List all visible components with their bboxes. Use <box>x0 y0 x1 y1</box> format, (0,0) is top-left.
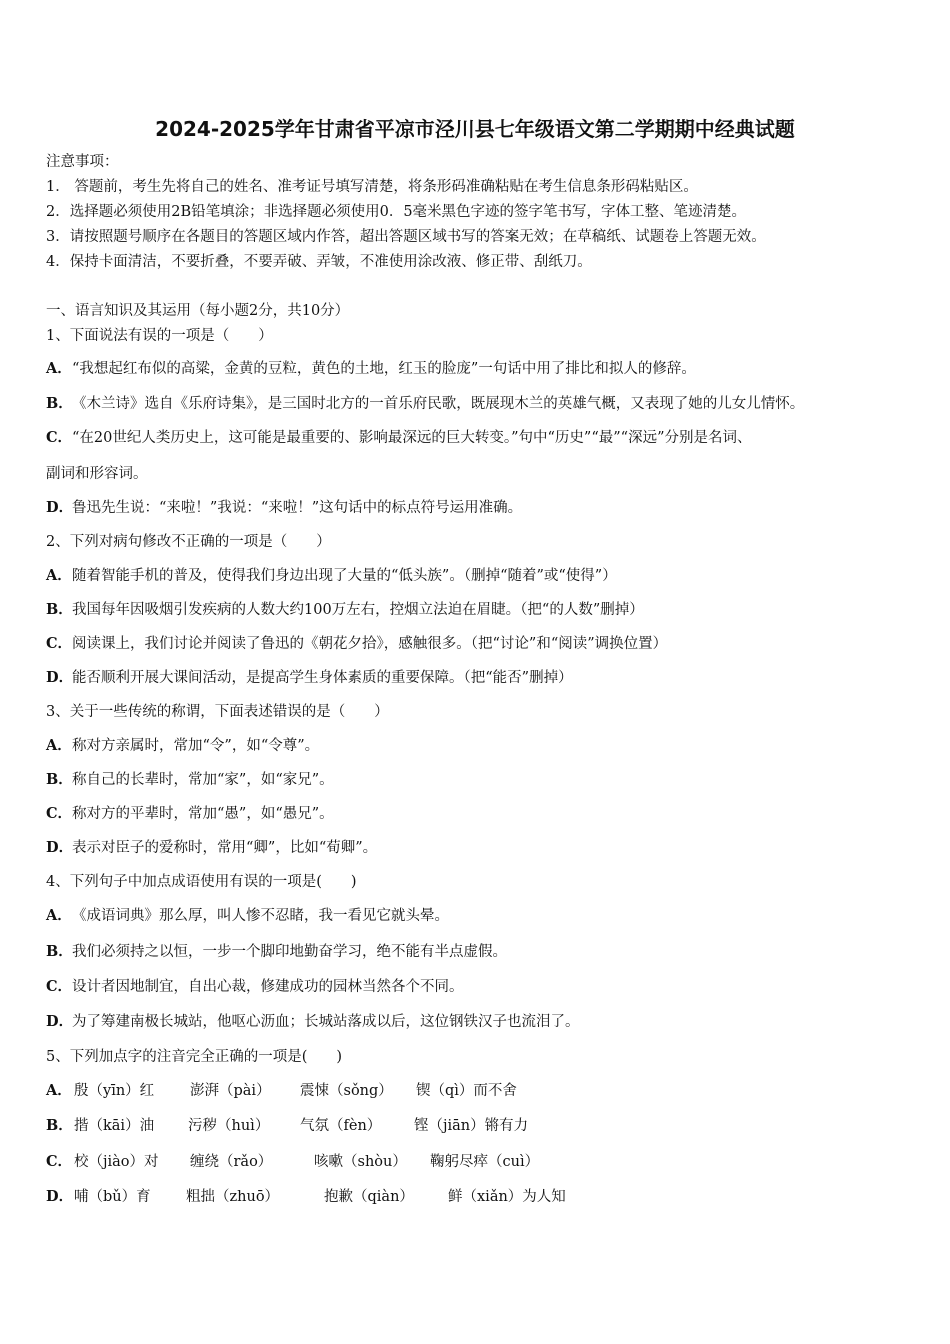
question-2-option-c <box>46 634 667 654</box>
option-letter: B． <box>46 771 73 788</box>
question-1-option-a <box>46 359 696 379</box>
option-text: 能否顺利开展大课间活动，是提高学生身体素质的重要保障。（把“能否”删掉） <box>72 670 573 686</box>
question-1-option-b <box>46 394 804 414</box>
pinyin-item: 咳嗽（shòu） <box>314 1154 407 1170</box>
pinyin-item: 鞠躬尽瘁（cuì） <box>430 1154 540 1170</box>
option-letter: A． <box>46 907 72 924</box>
question-4-option-b <box>46 942 507 962</box>
option-text: 称自己的长辈时，常加“家”，如“家兄”。 <box>72 772 334 788</box>
pinyin-item: 澎湃（pài） <box>190 1083 271 1099</box>
question-2-option-a <box>46 566 617 586</box>
pinyin-item: 校（jiào）对 <box>74 1154 159 1170</box>
question-1-option-c-cont: 副词和形容词。 <box>46 466 148 482</box>
pinyin-item: 抱歉（qiàn） <box>324 1189 414 1205</box>
option-letter: A． <box>46 1082 72 1099</box>
option-letter: B． <box>46 1117 73 1134</box>
option-text: 表示对臣子的爱称时，常用“卿”，比如“荀卿”。 <box>72 840 378 856</box>
option-text: 我国每年因吸烟引发疾病的人数大约100万左右，控烟立法迫在眉睫。（把“的人数”删掉） <box>72 602 644 618</box>
option-text: 《木兰诗》选自《乐府诗集》，是三国时北方的一首乐府民歌，既展现木兰的英雄气概，又表现了她的儿女儿情怀。 <box>72 396 805 412</box>
question-3-option-a <box>46 736 319 756</box>
option-letter: D． <box>46 499 74 516</box>
option-text: 随着智能手机的普及，使得我们身边出现了大量的“低头族”。（删掉“随着”或“使得”） <box>72 568 617 584</box>
pinyin-item: 粗拙（zhuō） <box>186 1189 280 1205</box>
question-4-stem: 4、下列句子中加点成语使用有误的一项是( ) <box>46 874 357 890</box>
question-4-option-d <box>46 1012 580 1032</box>
notice-item: 2．选择题必须使用2B铅笔填涂；非选择题必须使用0．5毫米黑色字迹的签字笔书写，字体工整、笔迹清楚。 <box>46 204 747 220</box>
option-text: 称对方亲属时，常加“令”，如“令尊”。 <box>72 738 320 754</box>
question-4-option-a <box>46 906 449 926</box>
option-letter: B． <box>46 395 73 412</box>
pinyin-item: 缠绕（rǎo） <box>190 1154 273 1170</box>
question-3-option-d <box>46 838 377 858</box>
option-letter: B． <box>46 601 73 618</box>
option-text: 《成语词典》那么厚，叫人惨不忍睹，我一看见它就头晕。 <box>72 908 449 924</box>
pinyin-item: 殷（yīn）红 <box>74 1083 155 1099</box>
page-title: 2024-2025学年甘肃省平凉市泾川县七年级语文第二学期期中经典试题 <box>155 117 795 141</box>
option-letter: D． <box>46 1188 74 1205</box>
question-3-option-b <box>46 770 334 790</box>
option-letter: C． <box>46 635 73 652</box>
question-4-option-c <box>46 977 464 997</box>
pinyin-item: 鲜（xiǎn）为人知 <box>448 1189 566 1205</box>
option-text: 阅读课上，我们讨论并阅读了鲁迅的《朝花夕拾》，感触很多。（把“讨论”和“阅读”调换位置） <box>72 636 668 652</box>
option-text: 设计者因地制宜，自出心裁，修建成功的园林当然各个不同。 <box>72 979 464 995</box>
notice-item: 4．保持卡面清洁，不要折叠，不要弄破、弄皱，不准使用涂改液、修正带、刮纸刀。 <box>46 254 592 270</box>
option-letter: C． <box>46 429 73 446</box>
option-letter: B． <box>46 943 73 960</box>
option-letter: D． <box>46 669 74 686</box>
notice-item: 1． 答题前，考生先将自己的姓名、准考证号填写清楚，将条形码准确粘贴在考生信息条形码粘贴区。 <box>46 179 698 195</box>
question-1-stem: 1、下面说法有误的一项是（ ） <box>46 328 273 344</box>
option-text: 鲁迅先生说：“来啦！”我说：“来啦！”这句话中的标点符号运用准确。 <box>72 500 523 516</box>
question-5-stem: 5、下列加点字的注音完全正确的一项是( ) <box>46 1049 343 1065</box>
question-2-option-b <box>46 600 644 620</box>
pinyin-item: 气氛（fèn） <box>300 1118 382 1134</box>
question-1-option-d <box>46 498 522 518</box>
option-text: 称对方的平辈时，常加“愚”，如“愚兄”。 <box>72 806 334 822</box>
pinyin-item: 污秽（huì） <box>188 1118 270 1134</box>
option-text: 为了筹建南极长城站，他呕心沥血；长城站落成以后，这位钢铁汉子也流泪了。 <box>72 1014 580 1030</box>
option-letter: C． <box>46 805 73 822</box>
option-text: “在20世纪人类历史上，这可能是最重要的、影响最深远的巨大转变。”句中“历史”“最”“深远”分别是名词、 <box>72 430 752 446</box>
pinyin-item: 震悚（sǒng） <box>300 1083 393 1099</box>
question-1-option-c <box>46 428 752 448</box>
notice-item: 3．请按照题号顺序在各题目的答题区域内作答，超出答题区域书写的答案无效；在草稿纸、试题卷上答题无效。 <box>46 229 766 245</box>
option-text: 我们必须持之以恒，一步一个脚印地勤奋学习，绝不能有半点虚假。 <box>72 944 507 960</box>
question-2-stem: 2、下列对病句修改不正确的一项是（ ） <box>46 534 331 550</box>
option-letter: C． <box>46 1153 73 1170</box>
option-letter: A． <box>46 567 72 584</box>
option-letter: C． <box>46 978 73 995</box>
section-heading: 一、语言知识及其运用（每小题2分，共10分） <box>46 303 350 319</box>
pinyin-item: 揩（kāi）油 <box>74 1118 155 1134</box>
option-letter: A． <box>46 737 72 754</box>
question-2-option-d <box>46 668 573 688</box>
option-text: “我想起红布似的高粱，金黄的豆粒，黄色的土地，红玉的脸庞”一句话中用了排比和拟人的修辞。 <box>72 361 696 377</box>
pinyin-item: 哺（bǔ）育 <box>74 1189 151 1205</box>
pinyin-item: 铿（jiān）锵有力 <box>414 1118 529 1134</box>
option-letter: D． <box>46 1013 74 1030</box>
question-3-option-c <box>46 804 334 824</box>
option-letter: A． <box>46 360 72 377</box>
option-letter: D． <box>46 839 74 856</box>
notice-heading: 注意事项： <box>46 154 119 170</box>
question-3-stem: 3、关于一些传统的称谓，下面表述错误的是（ ） <box>46 704 389 720</box>
pinyin-item: 锲（qì）而不舍 <box>416 1083 517 1099</box>
